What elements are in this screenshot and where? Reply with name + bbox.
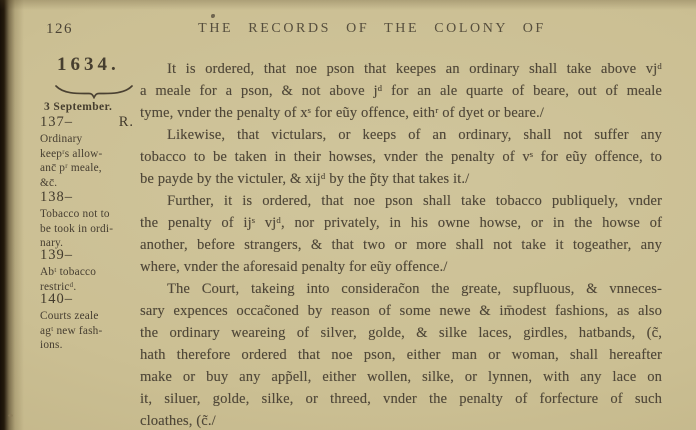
margin-note-138 xyxy=(40,189,134,251)
margin-date: 3 September. xyxy=(44,101,113,113)
text-line: make or buy any app̃ell, either wollen, silke, or lynnen, with any lace on xyxy=(140,369,662,385)
margin-notes xyxy=(0,0,134,430)
margin-note-line: Abᵗ tobacco xyxy=(40,266,97,278)
margin-note-number-row xyxy=(40,247,134,264)
text-line: It is ordered, that noe pson that keepes an ordinary shall take above vjᵈ xyxy=(167,61,662,77)
ink-speck xyxy=(211,14,215,18)
margin-note-line: anc̄ pʳ meale, xyxy=(40,162,102,175)
text-line: another, before strangers, & that two or more shall not take it togeather, any xyxy=(140,237,662,253)
running-header: THE RECORDS OF THE COLONY OF xyxy=(198,21,546,36)
text-line: where, vnder the aforesaid penalty for eũy offence./ xyxy=(140,259,448,275)
text-line: be payde by the victuler, & xijᵈ by the p̃ty that takes it./ xyxy=(140,171,470,187)
text-line: the ordinary weareing of silver, golde, & silke laces, girdles, hatbands, (c̃, xyxy=(140,325,662,341)
margin-note-line: ions. xyxy=(40,339,63,352)
margin-note-line: &c̄. xyxy=(40,176,58,189)
margin-note-number-row xyxy=(40,114,134,131)
margin-note-line: be took in ordi- xyxy=(40,222,114,235)
text-line: cloathes, (c̃./ xyxy=(140,413,216,429)
text-line: the penalty of ijˢ vjᵈ, nor privately, in his owne howse, or in the howse of xyxy=(140,215,662,231)
text-line: a meale for a pson, & not above jᵈ for an ale quarte of beare, out of meale xyxy=(140,83,662,99)
margin-year: 1634. xyxy=(57,54,120,75)
paragraph-4 xyxy=(140,278,662,430)
paragraph-2 xyxy=(140,124,662,190)
text-line: hath therefore ordered that noe pson, either man or woman, shall hereafter xyxy=(140,347,662,363)
margin-note-line: Tobacco not to xyxy=(40,208,110,220)
margin-note-letter: R. xyxy=(118,114,134,130)
margin-note-line: Courts zeale xyxy=(40,310,99,322)
margin-note-line: nary. xyxy=(40,237,64,250)
paragraph-1 xyxy=(140,58,662,124)
text-line: it, siluer, golde, silke, or threed, vnder the penalty of forfecture of such xyxy=(140,391,662,407)
margin-note-number: 139– xyxy=(40,247,73,263)
page-number: 126 xyxy=(46,21,73,37)
text-line: The Court, takeing into considerac̃on the greate, supfluous, & vnneces- xyxy=(167,281,662,297)
margin-note-number: 137– xyxy=(40,114,73,130)
margin-note-number: 138– xyxy=(40,189,73,205)
margin-note-140 xyxy=(40,291,134,353)
text-line: tobacco to be taken in their howses, vnder the penalty of vˢ for eũy offence, to xyxy=(140,149,662,165)
text-line: tyme, vnder the penalty of xˢ for eũy offence, eithʳ of dyet or beare./ xyxy=(140,105,544,121)
margin-note-number-row xyxy=(40,291,134,308)
margin-note-line: agᵗ new fash- xyxy=(40,324,103,337)
paragraph-3 xyxy=(140,190,662,278)
text-line: Further, it is ordered, that noe pson shall take tobacco publiquely, vnder xyxy=(167,193,662,209)
margin-note-139 xyxy=(40,247,134,294)
margin-note-line: keepʳs allow- xyxy=(40,147,103,160)
text-line: sary expences occac̃oned by reason of some newe & im̄odest fashions, as also xyxy=(140,303,662,319)
margin-note-number: 140– xyxy=(40,291,73,307)
margin-note-line: restricᵈ. xyxy=(40,280,77,293)
margin-note-137 xyxy=(40,114,134,190)
margin-note-number-row xyxy=(40,189,134,206)
text-line: Likewise, that victulars, or keeps of an ordinary, shall not suffer any xyxy=(167,127,662,143)
margin-note-line: Ordinary xyxy=(40,133,83,145)
body-text xyxy=(140,58,662,430)
